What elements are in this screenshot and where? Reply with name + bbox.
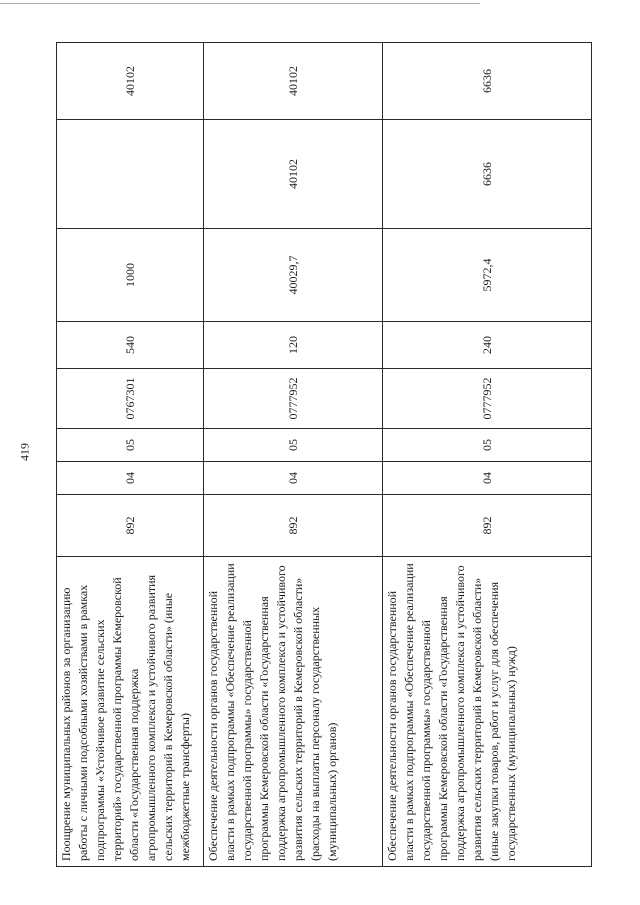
expense-type-code: 120 xyxy=(204,322,383,369)
target-article-code: 0777952 xyxy=(204,369,383,429)
ministry-code: 892 xyxy=(383,495,592,557)
rotated-table-container xyxy=(56,43,581,867)
subsection-code: 05 xyxy=(383,429,592,462)
amount-year-3: 40102 xyxy=(204,43,383,120)
amount-year-3: 6636 xyxy=(383,43,592,120)
ministry-code: 892 xyxy=(204,495,383,557)
table-row xyxy=(383,43,592,867)
row-description: Поощрение муниципальных районов за организацию работы с личными подсобными хозяйствами в рамках подпрограммы «Устойчивое развитие сельских территорий» государственной программы Кемеровской области «Государственная поддержка агропромышленного комплекса и устойчивого развития сельских территорий в Кемеровской области» (иные межбюджетные трансферты) xyxy=(57,557,204,867)
amount-year-2 xyxy=(57,120,204,229)
amount-year-1: 40029,7 xyxy=(204,229,383,322)
subsection-code: 05 xyxy=(204,429,383,462)
budget-table-frame xyxy=(56,43,581,867)
amount-year-3: 40102 xyxy=(57,43,204,120)
subsection-code: 05 xyxy=(57,429,204,462)
ministry-code: 892 xyxy=(57,495,204,557)
table-row xyxy=(57,43,204,867)
target-article-code: 0767301 xyxy=(57,369,204,429)
section-code: 04 xyxy=(383,462,592,495)
section-code: 04 xyxy=(57,462,204,495)
amount-year-2: 40102 xyxy=(204,120,383,229)
section-code: 04 xyxy=(204,462,383,495)
amount-year-1: 5972,4 xyxy=(383,229,592,322)
row-description: Обеспечение деятельности органов государственной власти в рамках подпрограммы «Обеспечение реализации государственной программы» государственной программы Кемеровской области «Государственная поддержка агропромышленного комплекса и устойчивого развития сельских территорий в Кемеровской области» (иные закупки товаров, работ и услуг для обеспечения государственных (муниципальных) нужд) xyxy=(383,557,592,867)
amount-year-1: 1000 xyxy=(57,229,204,322)
budget-table xyxy=(56,42,592,867)
scan-edge-line xyxy=(0,3,480,4)
page-number: 419 xyxy=(17,443,32,461)
expense-type-code: 540 xyxy=(57,322,204,369)
target-article-code: 0777952 xyxy=(383,369,592,429)
table-row xyxy=(204,43,383,867)
row-description: Обеспечение деятельности органов государственной власти в рамках подпрограммы «Обеспечение реализации государственной программы» государственной программы Кемеровской области «Государственная поддержка агропромышленного комплекса и устойчивого развития сельских территорий в Кемеровской области» (расходы на выплаты персоналу государственных (муниципальных) органов) xyxy=(204,557,383,867)
amount-year-2: 6636 xyxy=(383,120,592,229)
expense-type-code: 240 xyxy=(383,322,592,369)
